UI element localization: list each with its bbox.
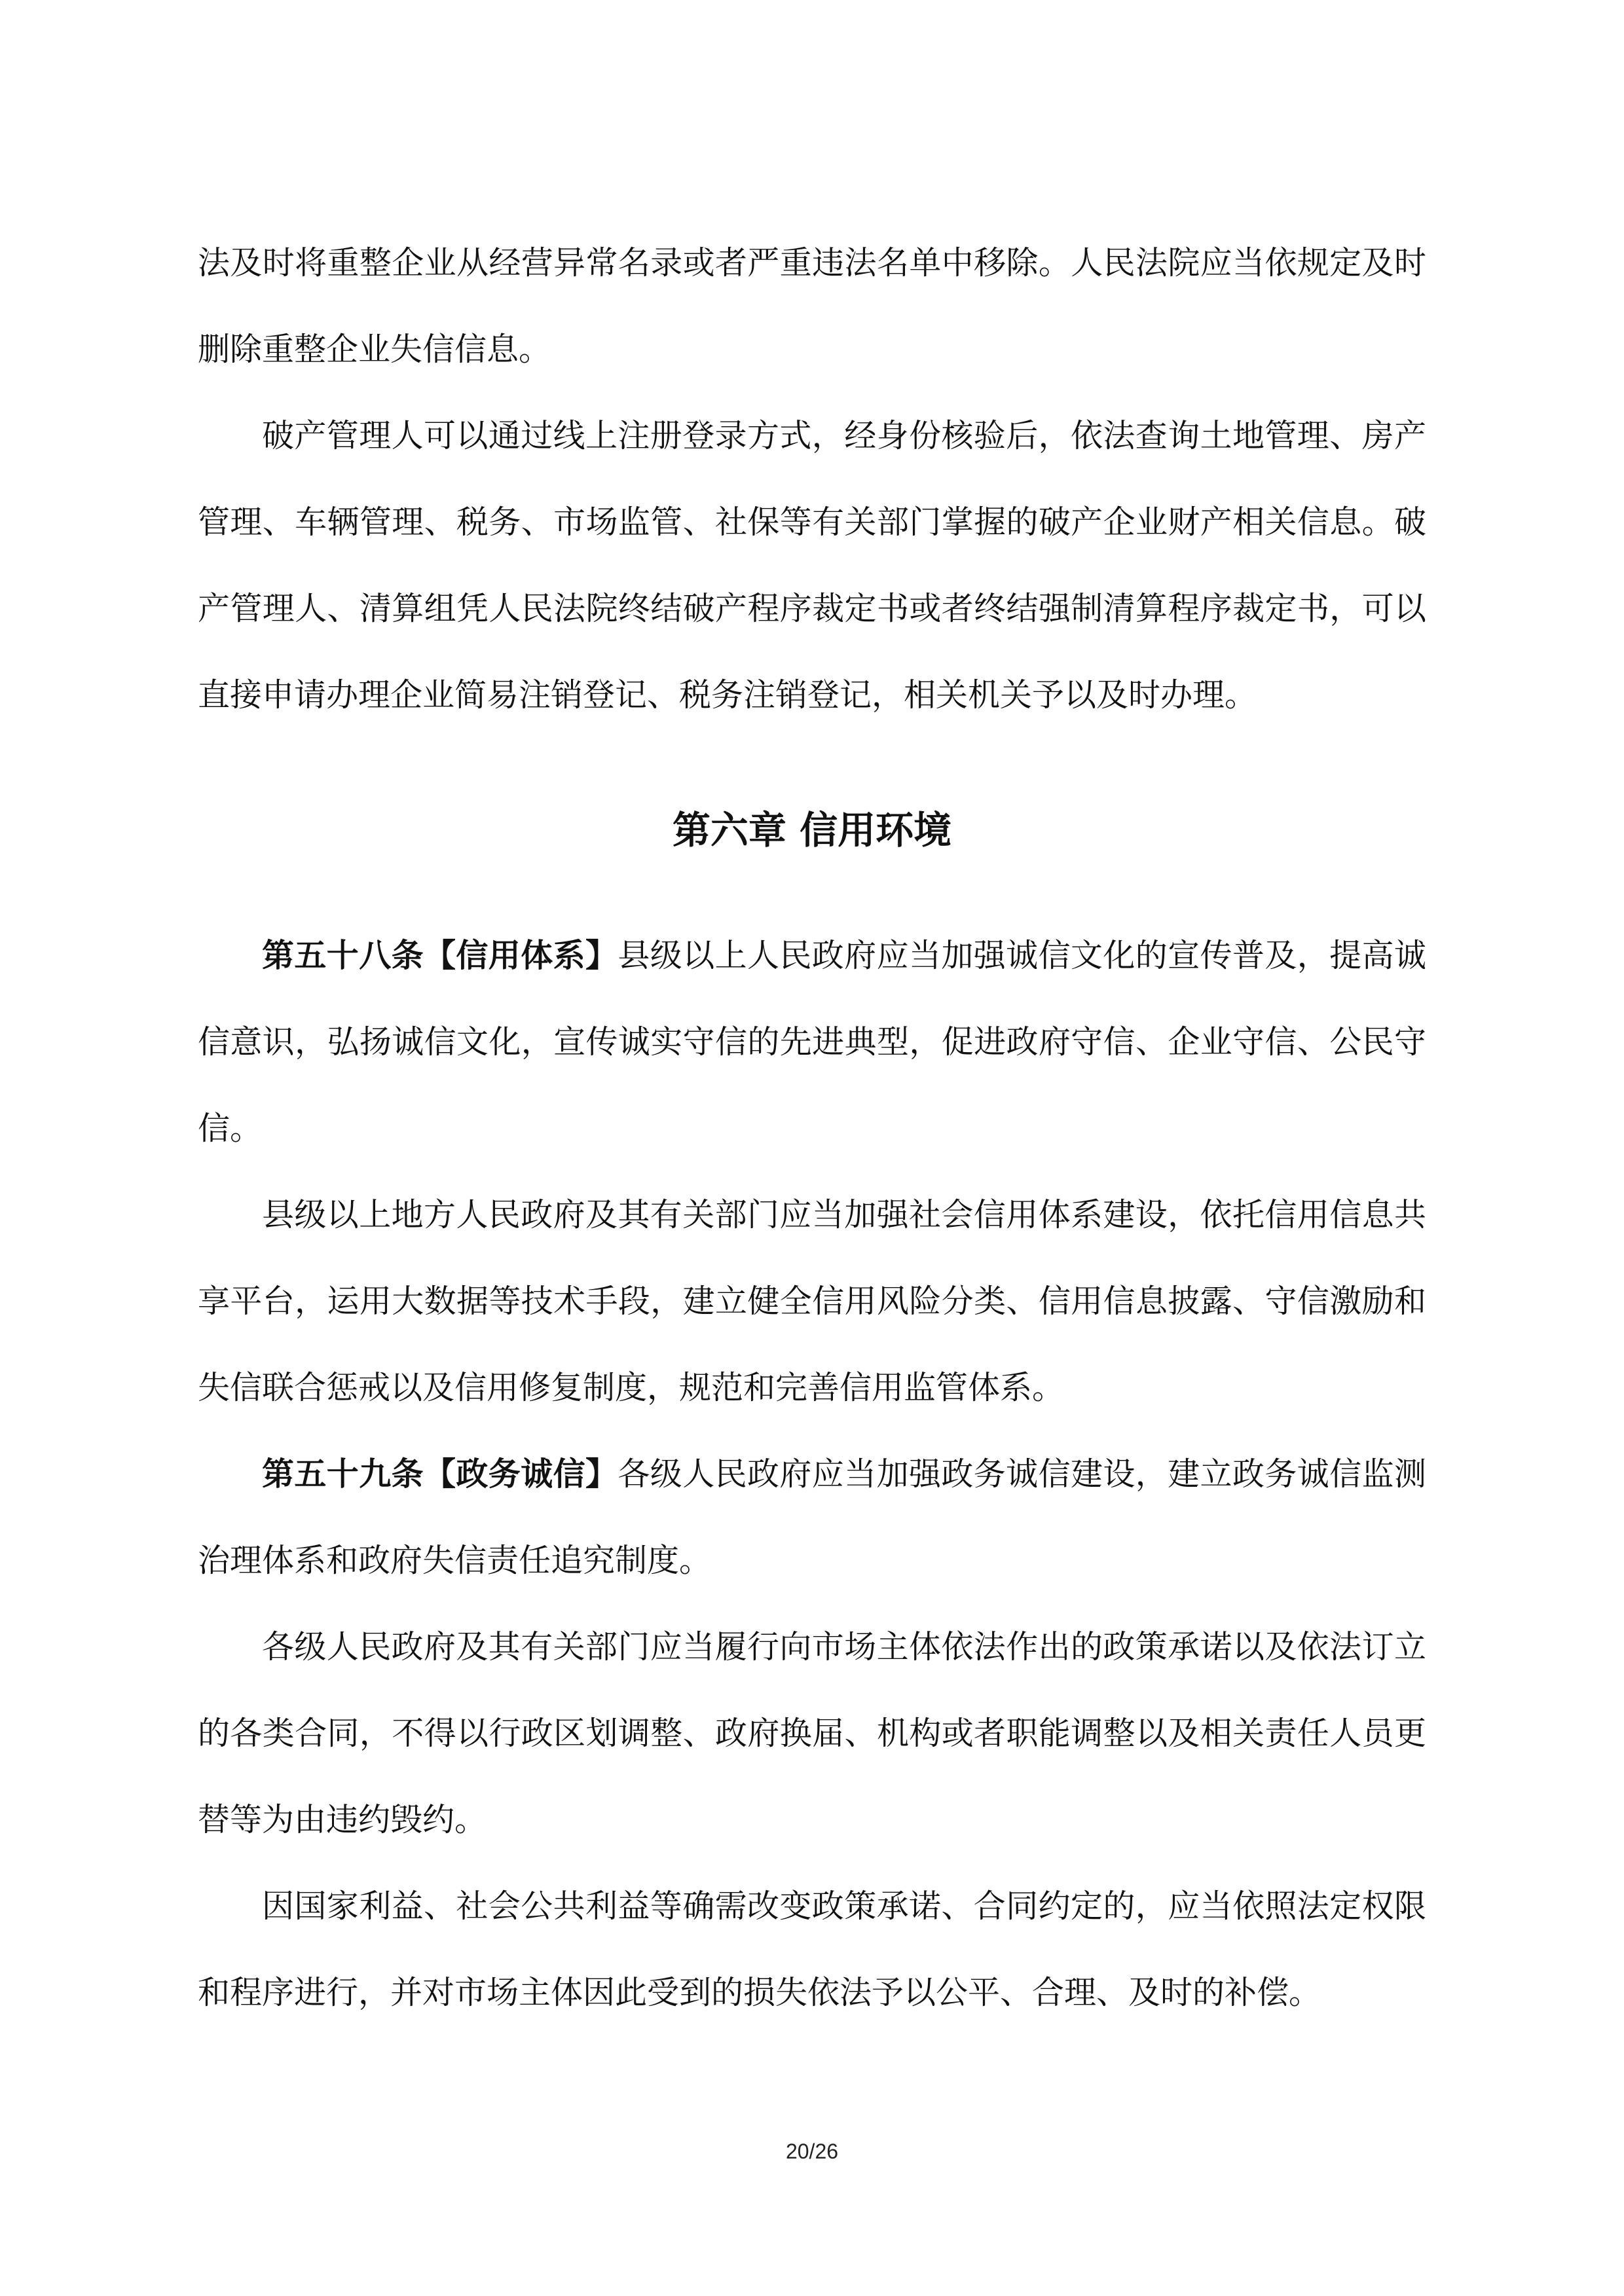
article-58-text: 县级以上人民政府应当加强诚信文化的宣传普及，提高诚信意识，弘扬诚信文化，宣传诚实守信的先进典型，促进政府守信、企业守信、公民守信。 xyxy=(198,937,1426,1147)
paragraph-continued: 法及时将重整企业从经营异常名录或者严重违法名单中移除。人民法院应当依规定及时删除重整企业失信信息。 xyxy=(198,244,1426,368)
article-59 xyxy=(198,1431,1426,1604)
article-58-title: 第五十八条【信用体系】 xyxy=(262,937,618,974)
article-59-title: 第五十九条【政务诚信】 xyxy=(262,1455,618,1493)
article-58 xyxy=(198,913,1426,1172)
article-59-text: 各级人民政府应当加强政务诚信建设，建立政务诚信监测治理体系和政府失信责任追究制度。 xyxy=(198,1455,1426,1579)
article-59-paragraph-2: 各级人民政府及其有关部门应当履行向市场主体依法作出的政策承诺以及依法订立的各类合同，不得以行政区划调整、政府换届、机构或者职能调整以及相关责任人员更替等为由违约毁约。 xyxy=(198,1628,1426,1838)
paragraph-bankruptcy-administrator: 破产管理人可以通过线上注册登录方式，经身份核验后，依法查询土地管理、房产管理、车辆管理、税务、市场监管、社保等有关部门掌握的破产企业财产相关信息。破产管理人、清算组凭人民法院终结破产程序裁定书或者终结强制清算程序裁定书，可以直接申请办理企业简易注销登记、税务注销登记，相关机关予以及时办理。 xyxy=(198,417,1426,714)
chapter-title: 第六章 信用环境 xyxy=(672,808,952,852)
article-59-paragraph-3: 因国家利益、社会公共利益等确需改变政策承诺、合同约定的，应当依照法定权限和程序进行，并对市场主体因此受到的损失依法予以公平、合理、及时的补偿。 xyxy=(198,1887,1426,2011)
document-body xyxy=(198,220,1426,2036)
article-58-paragraph-2: 县级以上地方人民政府及其有关部门应当加强社会信用体系建设，依托信用信息共享平台，运用大数据等技术手段，建立健全信用风险分类、信用信息披露、守信激励和失信联合惩戒以及信用修复制度，规范和完善信用监管体系。 xyxy=(198,1196,1426,1406)
page-number: 20/26 xyxy=(785,2140,839,2163)
